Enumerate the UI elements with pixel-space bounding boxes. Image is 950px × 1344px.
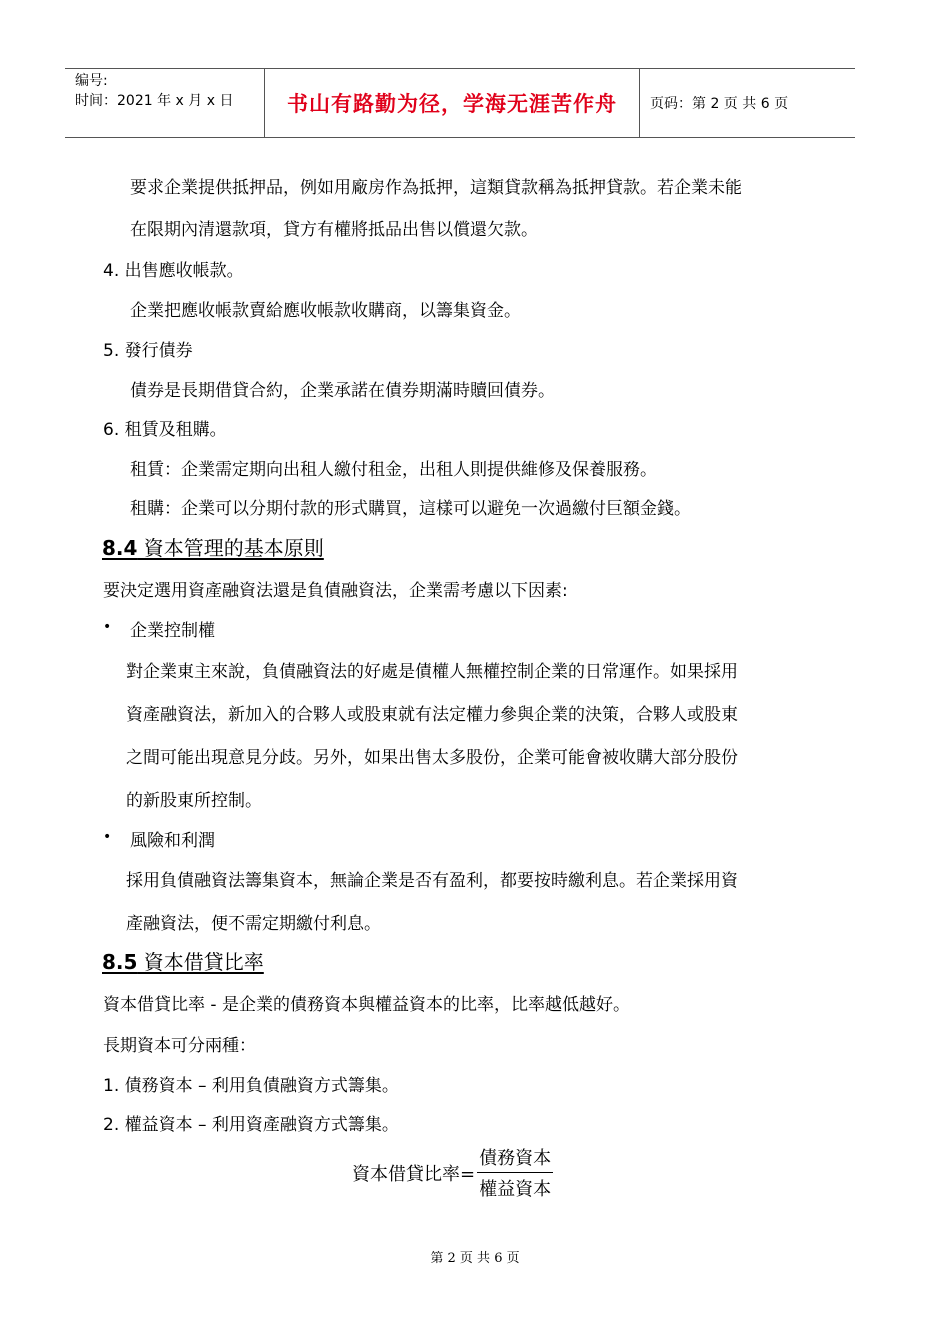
formula-denominator: 權益資本 xyxy=(479,1179,552,1200)
paragraph-line: 的新股東所控制。 xyxy=(126,791,262,811)
bullet-mark: • xyxy=(103,619,112,635)
list-item-4: 4. 出售應收帳款。 xyxy=(103,261,244,281)
list-item-1: 1. 債務資本 – 利用負債融資方式籌集。 xyxy=(103,1076,399,1096)
section-intro: 要決定選用資產融資法還是負債融資法，企業需考慮以下因素: xyxy=(103,581,568,601)
list-item-6-desc-2: 租購：企業可以分期付款的形式購買，這樣可以避免一次過繳付巨額金錢。 xyxy=(130,499,691,519)
section-heading-8-5 xyxy=(102,946,264,975)
paragraph-line: 採用負債融資法籌集資本，無論企業是否有盈利，都要按時繳利息。若企業採用資 xyxy=(126,871,738,891)
list-item-5-desc: 債券是長期借貸合約，企業承諾在債券期滿時贖回債券。 xyxy=(130,381,555,401)
list-item-2: 2. 權益資本 – 利用資產融資方式籌集。 xyxy=(103,1115,399,1135)
ratio-formula xyxy=(352,1144,553,1201)
definition-line: 資本借貸比率 - 是企業的債務資本與權益資本的比率，比率越低越好。 xyxy=(103,995,630,1015)
paragraph-line: 產融資法，便不需定期繳付利息。 xyxy=(126,914,381,934)
list-item-6-desc-1: 租賃：企業需定期向出租人繳付租金，出租人則提供維修及保養服務。 xyxy=(130,460,657,480)
list-item-4-desc: 企業把應收帳款賣給應收帳款收購商，以籌集資金。 xyxy=(130,301,521,321)
paragraph-line: 資產融資法，新加入的合夥人或股東就有法定權力參與企業的決策，合夥人或股東 xyxy=(126,705,738,725)
formula-numerator: 債務資本 xyxy=(477,1144,553,1173)
doc-time-label: 时间：2021 年 x 月 x 日 xyxy=(75,93,234,109)
section-title: 資本借貸比率 xyxy=(137,950,264,974)
formula-fraction xyxy=(477,1144,553,1201)
section-title: 資本管理的基本原則 xyxy=(137,536,324,560)
bullet-mark: • xyxy=(103,829,112,845)
paragraph-line: 之間可能出現意見分歧。另外，如果出售太多股份，企業可能會被收購大部分股份 xyxy=(126,748,738,768)
bullet-title-risk: 風險和利潤 xyxy=(130,831,215,851)
page-header xyxy=(65,68,855,138)
section-heading-8-4 xyxy=(102,532,324,561)
section-number: 8.4 xyxy=(102,536,138,560)
header-meta xyxy=(65,69,265,137)
list-item-5: 5. 發行債券 xyxy=(103,341,193,361)
header-page-info: 页码：第 2 页 共 6 页 xyxy=(650,96,789,112)
section-number: 8.5 xyxy=(102,950,138,974)
doc-number-label: 编号: xyxy=(75,73,108,89)
paragraph-line: 在限期內清還款項，貸方有權將抵品出售以償還欠款。 xyxy=(130,220,538,240)
bullet-title-control: 企業控制權 xyxy=(130,621,215,641)
paragraph-line: 長期資本可分兩種： xyxy=(103,1036,256,1056)
page-footer: 第 2 页 共 6 页 xyxy=(430,1251,520,1266)
list-item-6: 6. 租賃及租購。 xyxy=(103,420,227,440)
paragraph-line: 對企業東主來說，負債融資法的好處是債權人無權控制企業的日常運作。如果採用 xyxy=(126,662,738,682)
formula-lhs: 資本借貸比率= xyxy=(352,1163,476,1185)
header-motto: 书山有路勤为径，学海无涯苦作舟 xyxy=(265,69,640,137)
paragraph-line: 要求企業提供抵押品，例如用廠房作為抵押，這類貸款稱為抵押貸款。若企業未能 xyxy=(130,178,742,198)
